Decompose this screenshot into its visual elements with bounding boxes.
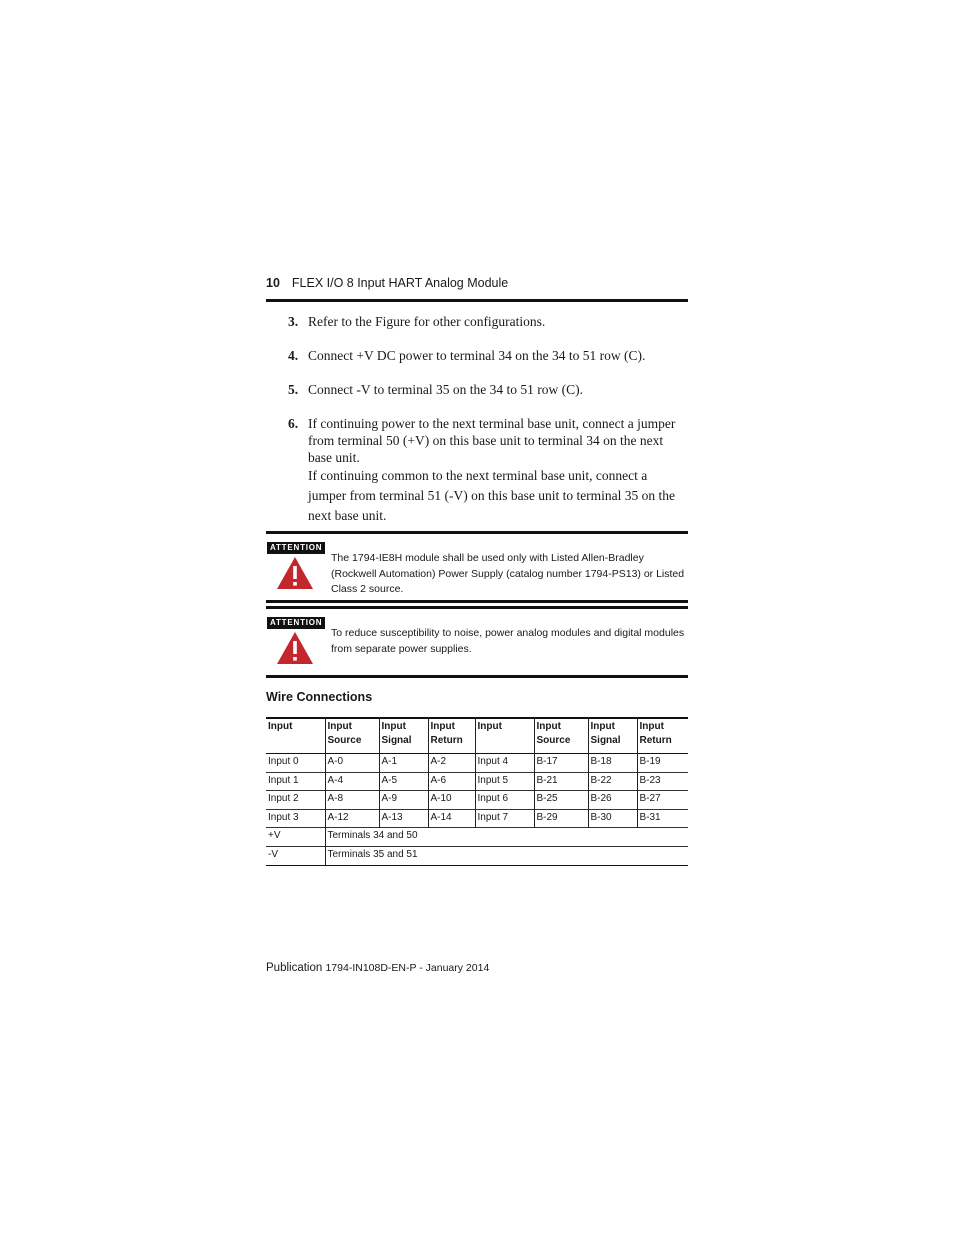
step-number: 6. <box>288 416 299 431</box>
table-cell: A-12 <box>325 809 379 828</box>
step-number: 5. <box>288 382 299 397</box>
table-row <box>266 809 688 828</box>
table-cell: B-27 <box>637 791 688 810</box>
power-row <box>266 846 688 865</box>
step-text: Connect -V to terminal 35 on the 34 to 51 row (C). <box>308 382 583 397</box>
table-header <box>266 718 688 754</box>
column-header-text: Input <box>639 721 664 732</box>
column-header-text: Return <box>430 735 463 746</box>
column-header <box>637 718 688 754</box>
footer-label: Publication <box>266 962 323 974</box>
step-3 <box>288 313 688 330</box>
table-row <box>266 754 688 773</box>
table-cell: B-17 <box>534 754 588 773</box>
step-6 <box>288 415 688 526</box>
table-cell: Input 2 <box>268 793 299 805</box>
power-label: +V <box>268 830 281 842</box>
step-text: If continuing common to the next terminal base unit, connect a jumper from terminal 51 (-V) on this base unit to terminal 35 on the next base unit. <box>308 468 676 523</box>
table-cell: B-25 <box>534 791 588 810</box>
column-header-text: Return <box>639 735 672 746</box>
table-cell: B-23 <box>637 772 688 791</box>
column-header-text: Signal <box>590 735 621 746</box>
column-header <box>534 718 588 754</box>
instruction-steps <box>288 313 688 543</box>
table-row <box>266 772 688 791</box>
table-cell: Input 4 <box>475 754 534 773</box>
table-cell: A-2 <box>428 754 475 773</box>
step-number: 4. <box>288 348 299 363</box>
column-header-text: Input <box>381 721 406 732</box>
column-header <box>325 718 379 754</box>
table-cell: Input 3 <box>268 811 299 823</box>
page-footer <box>266 962 489 974</box>
table-cell: B-18 <box>588 754 637 773</box>
table-body <box>266 754 688 866</box>
page-header-title: FLEX I/O 8 Input HART Analog Module <box>291 276 509 290</box>
table-row <box>266 791 688 810</box>
table-cell: B-26 <box>588 791 637 810</box>
wire-connections-table <box>266 717 688 866</box>
table-header-row <box>266 718 688 754</box>
power-label: -V <box>268 848 278 860</box>
page-number: 10 <box>266 276 280 290</box>
attention-badge: ATTENTION <box>267 542 325 554</box>
table-cell: A-13 <box>379 809 428 828</box>
step-4 <box>288 347 688 364</box>
column-header <box>428 718 475 754</box>
table-cell: Input 0 <box>268 756 299 767</box>
column-header-text: Input <box>327 721 352 732</box>
table-cell: A-6 <box>428 772 475 791</box>
column-header-text: Input <box>268 721 293 732</box>
table-cell: B-29 <box>534 809 588 828</box>
attention-badge: ATTENTION <box>267 617 325 629</box>
table-cell: A-9 <box>379 791 428 810</box>
header-rule <box>266 299 688 302</box>
page-header <box>266 276 688 290</box>
power-terminals: Terminals 35 and 51 <box>325 846 688 865</box>
table-cell: A-0 <box>325 754 379 773</box>
table-cell: A-8 <box>325 791 379 810</box>
table-cell: Input 5 <box>475 772 534 791</box>
step-text: Refer to the Figure for other configurations. <box>308 314 546 329</box>
step-text: Connect +V DC power to terminal 34 on the 34 to 51 row (C). <box>308 348 646 363</box>
step-number: 3. <box>288 314 299 329</box>
table-cell: A-10 <box>428 791 475 810</box>
attention-text: To reduce susceptibility to noise, power analog modules and digital modules from separate power supplies. <box>331 627 685 655</box>
attention-box-power-supply <box>266 531 688 603</box>
table-cell: B-30 <box>588 809 637 828</box>
column-header-text: Signal <box>381 735 412 746</box>
table-cell: A-5 <box>379 772 428 791</box>
publication-id: 1794-IN108D-EN-P - January 2014 <box>325 962 490 974</box>
table-cell: B-19 <box>637 754 688 773</box>
column-header <box>379 718 428 754</box>
table-cell: A-14 <box>428 809 475 828</box>
table-cell: A-4 <box>325 772 379 791</box>
power-row <box>266 828 688 847</box>
table-cell: B-31 <box>637 809 688 828</box>
column-header-text: Input <box>590 721 615 732</box>
table-cell: Input 7 <box>475 809 534 828</box>
column-header-text: Input <box>430 721 455 732</box>
table-cell: B-22 <box>588 772 637 791</box>
column-header <box>588 718 637 754</box>
column-header <box>266 718 325 754</box>
step-text: If continuing power to the next terminal base unit, connect a jumper from terminal 50 (+V) on this base unit to terminal 34 on the next base unit. <box>308 416 676 465</box>
warning-triangle-icon <box>276 556 314 590</box>
attention-text: The 1794-IE8H module shall be used only with Listed Allen-Bradley (Rockwell Automation) Power Supply (catalog number 1794-PS13) or Listed Class 2 source. <box>331 552 685 595</box>
table-cell: Input 1 <box>268 774 299 786</box>
column-header-text: Source <box>327 735 362 746</box>
attention-box-noise <box>266 606 688 678</box>
section-title: Wire Connections <box>266 690 373 704</box>
table-cell: A-1 <box>379 754 428 773</box>
table-cell: B-21 <box>534 772 588 791</box>
column-header-text: Input <box>477 721 502 732</box>
table-cell: Input 6 <box>475 791 534 810</box>
warning-triangle-icon <box>276 631 314 665</box>
column-header-text: Source <box>536 735 571 746</box>
column-header-text: Input <box>536 721 561 732</box>
column-header <box>475 718 534 754</box>
step-5 <box>288 381 688 398</box>
power-terminals: Terminals 34 and 50 <box>325 828 688 847</box>
